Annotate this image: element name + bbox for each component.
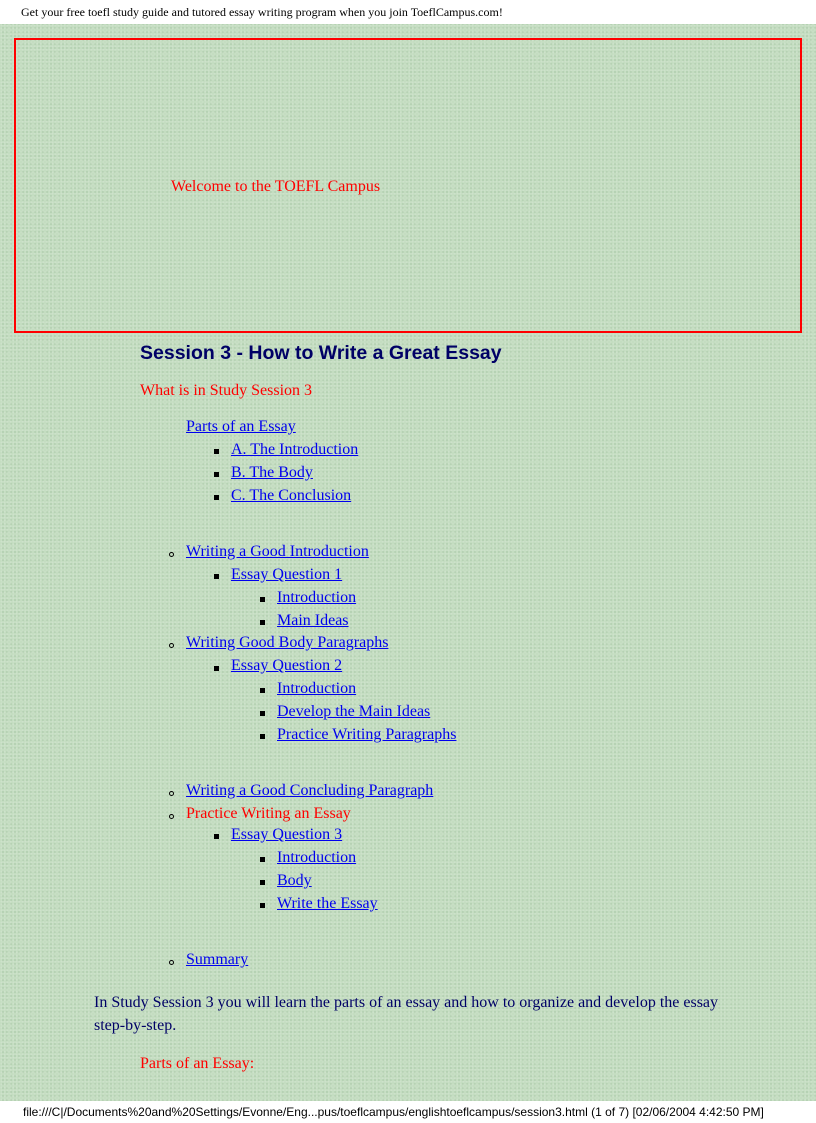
- link-essay-question-1[interactable]: Essay Question 1: [231, 566, 343, 583]
- intro-paragraph: In Study Session 3 you will learn the parts of an essay and how to organize and develop the essay step-by-step.: [94, 994, 719, 1034]
- square-bullet-icon: [214, 666, 219, 671]
- square-bullet-icon: [260, 880, 265, 885]
- toc-q1-main-ideas: [277, 612, 349, 630]
- toc-q3-body: [277, 872, 312, 890]
- toc-q2-introduction: [277, 680, 356, 698]
- link-q3-write-essay[interactable]: Write the Essay: [277, 895, 378, 912]
- toc-writing-conclusion: [186, 782, 433, 800]
- link-writing-good-body[interactable]: Writing Good Body Paragraphs: [186, 634, 389, 651]
- link-essay-question-2[interactable]: Essay Question 2: [231, 657, 343, 674]
- square-bullet-icon: [260, 734, 265, 739]
- circle-bullet-icon: [169, 643, 174, 648]
- toc-writing-introduction: [186, 543, 369, 561]
- link-parts-of-essay[interactable]: Parts of an Essay: [186, 418, 296, 435]
- toc-q1-introduction: [277, 589, 356, 607]
- link-summary[interactable]: Summary: [186, 951, 249, 968]
- toc-q2-practice: [277, 726, 456, 744]
- link-q1-introduction[interactable]: Introduction: [277, 589, 357, 606]
- page-title: Session 3 - How to Write a Great Essay: [140, 342, 502, 364]
- square-bullet-icon: [260, 620, 265, 625]
- link-q3-body[interactable]: Body: [277, 872, 312, 889]
- toc-essay-question-1: [231, 566, 342, 584]
- square-bullet-icon: [260, 711, 265, 716]
- welcome-banner: [14, 38, 802, 333]
- link-q2-develop-main-ideas[interactable]: Develop the Main Ideas: [277, 703, 431, 720]
- square-bullet-icon: [214, 834, 219, 839]
- link-writing-good-introduction[interactable]: Writing a Good Introduction: [186, 543, 369, 560]
- link-q2-introduction[interactable]: Introduction: [277, 680, 357, 697]
- toc-item-body: [231, 464, 313, 482]
- link-the-introduction[interactable]: A. The Introduction: [231, 441, 359, 458]
- file-path-footer: file:///C|/Documents%20and%20Settings/Evonne/Eng...pus/toeflcampus/englishtoeflcampus/session3.html (1 of 7) [02/06/2004 4:42:50 PM]: [0, 1101, 816, 1123]
- link-the-conclusion[interactable]: C. The Conclusion: [231, 487, 352, 504]
- toc-essay-question-3: [231, 826, 342, 844]
- square-bullet-icon: [214, 449, 219, 454]
- square-bullet-icon: [260, 903, 265, 908]
- toc-writing-body: [186, 634, 388, 652]
- link-q2-practice-paragraphs[interactable]: Practice Writing Paragraphs: [277, 726, 457, 743]
- welcome-text: Welcome to the TOEFL Campus: [171, 178, 381, 195]
- link-the-body[interactable]: B. The Body: [231, 464, 313, 481]
- link-q3-introduction[interactable]: Introduction: [277, 849, 357, 866]
- square-bullet-icon: [260, 688, 265, 693]
- square-bullet-icon: [214, 574, 219, 579]
- square-bullet-icon: [214, 495, 219, 500]
- circle-bullet-icon: [169, 791, 174, 796]
- square-bullet-icon: [260, 857, 265, 862]
- link-essay-question-3[interactable]: Essay Question 3: [231, 826, 343, 843]
- toc-item-conclusion: [231, 487, 351, 505]
- toc-essay-question-2: [231, 657, 342, 675]
- toc-q2-develop: [277, 703, 430, 721]
- session-subtitle: What is in Study Session 3: [140, 382, 313, 399]
- toc-parts-of-essay: [186, 418, 296, 436]
- toc-q3-write: [277, 895, 378, 913]
- promo-bar: Get your free toefl study guide and tutored essay writing program when you join ToeflCampus.com!: [0, 0, 816, 24]
- link-writing-concluding-paragraph[interactable]: Writing a Good Concluding Paragraph: [186, 782, 434, 799]
- toc-item-introduction: [231, 441, 358, 459]
- toc-practice-essay-current: Practice Writing an Essay: [186, 805, 351, 822]
- square-bullet-icon: [214, 472, 219, 477]
- parts-heading: Parts of an Essay:: [140, 1055, 255, 1072]
- circle-bullet-icon: [169, 960, 174, 965]
- circle-bullet-icon: [169, 814, 174, 819]
- circle-bullet-icon: [169, 552, 174, 557]
- toc-q3-introduction: [277, 849, 356, 867]
- square-bullet-icon: [260, 597, 265, 602]
- link-q1-main-ideas[interactable]: Main Ideas: [277, 612, 349, 629]
- toc-summary: [186, 951, 248, 969]
